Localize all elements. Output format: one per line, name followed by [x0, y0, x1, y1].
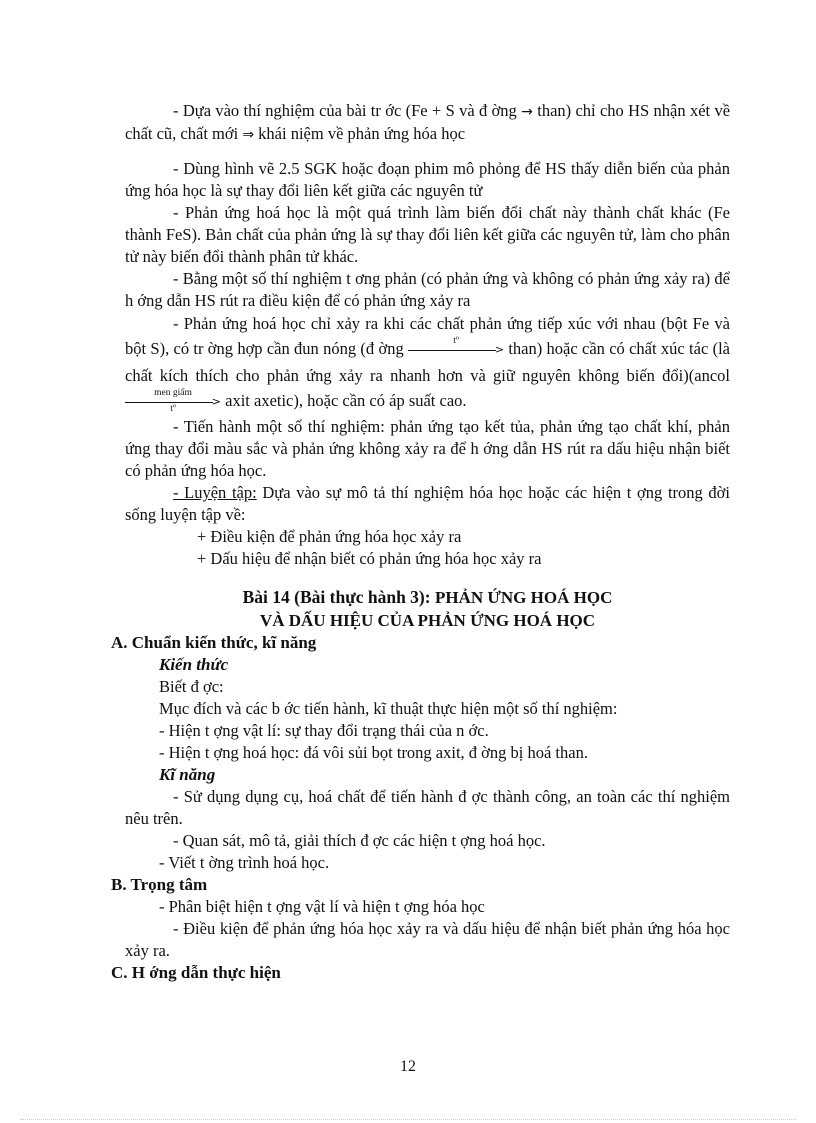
arrow-head-icon: >	[494, 343, 505, 356]
page-number: 12	[400, 1058, 416, 1075]
arrow-head-icon: >	[211, 395, 221, 408]
arrow-line	[408, 350, 496, 351]
arrow-label-bottom: tº	[170, 404, 176, 414]
list-item: + Điều kiện để phản ứng hóa học xảy ra	[197, 527, 462, 546]
lesson-title-prefix: Bài 14 (Bài thực hành 3):	[242, 587, 431, 607]
knowledge-item: Biết đ ợc:	[159, 677, 224, 696]
text: than) hoặc cần có chất xúc tác (là chất kích thích cho phản ứng xảy ra nhanh hơn và giữ nguyên không biến đổi)(ancol	[125, 338, 730, 385]
paragraph-reaction-conditions	[125, 312, 730, 416]
reaction-arrow-fermentation	[125, 388, 221, 416]
paragraph-contrast-experiments: - Bằng một số thí nghiệm t ơng phản (có phản ứng và không có phản ứng xảy ra) để h ớng dẫn HS rút ra điều kiện để có phản ứng xảy ra	[125, 269, 730, 310]
skills-item: - Viết t ờng trình hoá học.	[159, 853, 330, 872]
knowledge-item: - Hiện t ợng hoá học: đá vôi sủi bọt trong axit, đ ờng bị hoá than.	[159, 743, 588, 762]
footer-divider	[20, 1119, 796, 1120]
text: than) chỉ cho HS nhận xét về chất cũ, chất mới	[125, 101, 731, 143]
implies-arrow-icon: ⇒	[242, 127, 255, 143]
skills-heading: Kĩ năng	[159, 765, 216, 784]
list-item: + Dấu hiệu để nhận biết có phản ứng hóa học xảy ra	[197, 549, 542, 568]
focus-item: - Điều kiện để phản ứng hóa học xảy ra và dấu hiệu để nhận biết phản ứng hóa học xảy ra.	[125, 919, 730, 960]
skills-item: - Sử dụng dụng cụ, hoá chất để tiến hành đ ợc thành công, an toàn các thí nghiệm nêu trên.	[125, 787, 730, 828]
text: - Dựa vào thí nghiệm của bài tr ớc (Fe + S và đ ờng	[173, 101, 517, 120]
section-c-heading: C. H ớng dẫn thực hiện	[111, 963, 281, 982]
text: - Phản ứng hoá học chỉ xảy ra khi các chất phản ứng tiếp xúc với nhau (bột Fe và bột S), có tr ờng hợp cần đun nóng (đ ờng	[125, 314, 730, 358]
lesson-title-line-2	[125, 609, 730, 632]
text: Dựa vào sự mô tả thí nghiệm hóa học hoặc các hiện t ợng trong đời sống luyện tập về:	[125, 483, 730, 524]
paragraph-reaction-nature: - Phản ứng hoá học là một quá trình làm biến đổi chất này thành chất khác (Fe thành FeS). Bản chất của phản ứng là sự thay đổi liên kết giữa các nguyên tử, làm cho phân tử này biến đổi thành phân tử khác.	[125, 203, 730, 266]
reaction-arrow-heat	[408, 336, 504, 364]
lesson-title	[125, 586, 730, 609]
paragraph-reaction-concept	[125, 100, 730, 146]
arrow-line	[125, 402, 213, 403]
lesson-title-line-1: PHẢN ỨNG HOÁ HỌC	[434, 588, 613, 607]
paragraph-figure-2-5: - Dùng hình vẽ 2.5 SGK hoặc đoạn phim mô phỏng để HS thấy diễn biến của phản ứng hóa học là sự thay đổi liên kết giữa các nguyên tử	[125, 159, 730, 200]
arrow-label-top: men giấm	[154, 388, 192, 398]
knowledge-heading: Kiến thức	[159, 655, 229, 674]
skills-item: - Quan sát, mô tả, giải thích đ ợc các hiện t ợng hoá học.	[173, 831, 546, 850]
arrow-right-icon: →	[521, 104, 533, 120]
arrow-label-top: tº	[453, 336, 459, 346]
practice-label: - Luyện tập:	[173, 483, 257, 502]
text: axit axetic), hoặc cần có áp suất cao.	[225, 390, 467, 410]
knowledge-item: - Hiện t ợng vật lí: sự thay đổi trạng thái của n ớc.	[159, 721, 489, 740]
section-b-heading: B. Trọng tâm	[111, 875, 208, 894]
text: khái niệm về phản ứng hóa học	[258, 124, 466, 143]
focus-item: - Phân biệt hiện t ợng vật lí và hiện t ợng hóa học	[159, 897, 485, 916]
paragraph-signs-experiments: - Tiến hành một số thí nghiệm: phản ứng tạo kết tủa, phản ứng tạo chất khí, phản ứng thay đổi màu sắc và phản ứng không xảy ra để h ớng dẫn HS rút ra dấu hiệu nhận biết có phản ứng hóa học.	[125, 417, 730, 480]
paragraph-practice	[125, 482, 730, 526]
knowledge-item: Mục đích và các b ớc tiến hành, kĩ thuật thực hiện một số thí nghiệm:	[159, 699, 618, 718]
text: VÀ DẤU HIỆU CỦA PHẢN ỨNG HOÁ HỌC	[259, 611, 596, 630]
section-a-heading: A. Chuẩn kiến thức, kĩ năng	[111, 633, 317, 652]
page-content	[111, 100, 731, 984]
